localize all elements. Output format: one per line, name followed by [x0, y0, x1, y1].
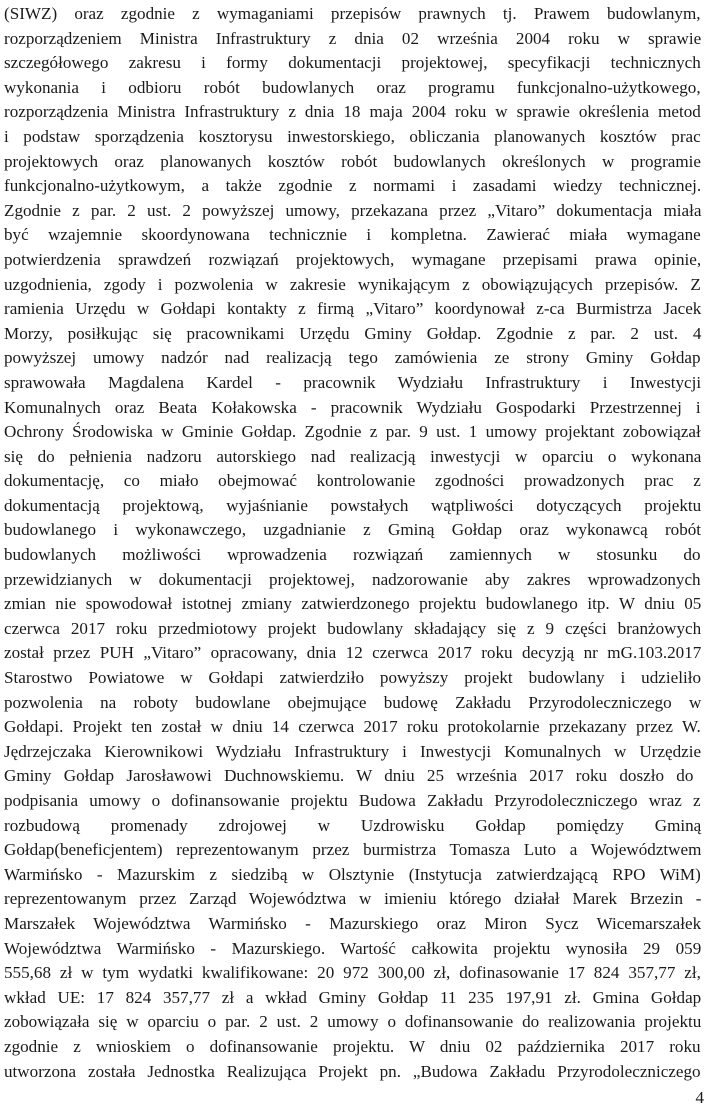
text-line: Jędrzejczaka Kierownikowi Wydziału Infrastruktury i Inwestycji Komunalnych w Urzędzie: [4, 741, 702, 761]
text-line: i podstaw sporządzenia kosztorysu inwestorskiego, obliczania planowanych kosztów prac: [4, 126, 701, 146]
text-line: wykonania i odbioru robót budowlanych oraz programu funkcjonalno-użytkowego,: [4, 77, 701, 97]
text-line: sprawowała Magdalena Kardel - pracownik Wydziału Infrastruktury i Inwestycji: [4, 372, 702, 392]
text-line: Starostwo Powiatowe w Gołdapi zatwierdziło powyższy projekt budowlany i udzieliło: [4, 668, 701, 688]
text-line: czerwca 2017 roku przedmiotowy projekt budowlany składający się z 9 części branżowych: [4, 618, 702, 638]
text-line: zgodnie z wnioskiem o dofinansowanie projektu. W dniu 02 października 2017 roku: [4, 1036, 701, 1056]
text-line: Województwa Warmińsko - Mazurskiego. Wartość całkowita projektu wynosiła 29 059: [4, 938, 702, 958]
text-line: Zgodnie z par. 2 ust. 2 powyższej umowy, przekazana przez „Vitaro” dokumentacja miała: [4, 200, 702, 220]
text-line: został przez PUH „Vitaro” opracowany, dnia 12 czerwca 2017 roku decyzją nr mG.103.2017: [4, 643, 702, 663]
text-line: uzgodnienia, zgody i pozwolenia w zakresie wynikającym z obowiązujących przepisów. Z: [4, 274, 701, 294]
text-line: Komunalnych oraz Beata Kołakowska - pracownik Wydziału Gospodarki Przestrzennej i: [4, 397, 701, 417]
text-line: wkład UE: 17 824 357,77 zł a wkład Gminy Gołdap 11 235 197,91 zł. Gmina Gołdap: [4, 987, 702, 1007]
text-line: przewidzianych w dokumentacji projektowej, nadzorowanie aby zakres wprowadzonych: [4, 569, 701, 589]
text-line: dokumentacją projektową, wyjaśnianie powstałych wątpliwości dotyczących projektu: [4, 495, 702, 515]
text-line: rozporządzenia Ministra Infrastruktury z dnia 18 maja 2004 roku w sprawie określenia metod: [4, 102, 701, 122]
text-line: utworzona została Jednostka Realizująca Projekt pn. „Budowa Zakładu Przyrodoleczniczego: [4, 1061, 701, 1081]
text-line: budowlanego i wykonawczego, uzgadnianie z Gminą Gołdap oraz wykonawcą robót: [4, 520, 702, 540]
text-line: zmian nie spowodował istotnej zmiany zatwierdzonego projektu budowlanego itp. W dniu 05: [4, 594, 702, 614]
text-line: Morzy, posiłkując się pracownikami Urzędu Gminy Gołdap. Zgodnie z par. 2 ust. 4: [4, 323, 702, 343]
text-line: potwierdzenia sprawdzeń rozwiązań projektowych, wymagane przepisami prawa opinie,: [4, 249, 702, 269]
body-text: [4, 2, 701, 1084]
text-line: Gołdap(beneficjentem) reprezentowanym przez burmistrza Tomasza Luto a Województwem: [4, 840, 702, 860]
text-line: zobowiązała się w oparciu o par. 2 ust. 2 umowy o dofinansowanie do realizowania projektu: [4, 1012, 702, 1032]
text-line: być wzajemnie skoordynowana technicznie i kompletna. Zawierać miała wymagane: [4, 225, 701, 245]
text-line: szczegółowego zakresu i formy dokumentacji projektowej, specyfikacji technicznych: [4, 53, 701, 73]
text-line: podpisania umowy o dofinansowanie projektu Budowa Zakładu Przyrodoleczniczego wraz z: [4, 791, 701, 810]
text-line: się do pełnienia nadzoru autorskiego nad realizacją inwestycji w oparciu o wykonana: [4, 446, 702, 466]
text-line: rozbudową promenady zdrojowej w Uzdrowisku Gołdap pomiędzy Gminą: [4, 815, 702, 835]
text-line: Gołdapi. Projekt ten został w dniu 14 czerwca 2017 roku protokolarnie przekazany przez W.: [4, 717, 701, 737]
text-line: projektowych oraz planowanych kosztów robót budowlanych określonych w programie: [4, 151, 702, 171]
text-line: 555,68 zł w tym wydatki kwalifikowane: 20 972 300,00 zł, dofinasowanie 17 824 357,77 zł,: [4, 963, 701, 983]
text-line: funkcjonalno-użytkowym, a także zgodnie z normami i zasadami wiedzy technicznej.: [4, 176, 702, 196]
page-number: 4: [695, 1088, 704, 1107]
text-line: reprezentowanym przez Zarząd Województwa w imieniu którego działał Marek Brzezin -: [4, 889, 702, 909]
text-line: Marszałek Województwa Warmińsko - Mazurskiego oraz Miron Sycz Wicemarszałek: [4, 913, 702, 933]
text-line: Ochrony Środowiska w Gminie Gołdap. Zgodnie z par. 9 ust. 1 umowy projektant zobowiązał: [4, 422, 701, 442]
text-line: budowlanych możliwości wprowadzenia rozwiązań zamiennych w stosunku do: [4, 545, 701, 565]
text-line: ramienia Urzędu w Gołdapi kontakty z firmą „Vitaro” koordynował z-ca Burmistrza Jacek: [4, 299, 702, 319]
text-line: pozwolenia na roboty budowlane obejmujące budowę Zakładu Przyrodoleczniczego w: [4, 692, 702, 712]
text-line: dokumentację, co miało obejmować kontrolowanie zgodności prowadzonych prac z: [4, 471, 701, 491]
text-line: Gminy Gołdap Jarosławowi Duchnowskiemu. W dniu 25 września 2017 roku doszło do: [4, 766, 694, 786]
text-line: Warmińsko - Mazurskim z siedzibą w Olsztynie (Instytucja zatwierdzającą RPO WiM): [4, 864, 701, 884]
text-line: rozporządzeniem Ministra Infrastruktury z dnia 02 września 2004 roku w sprawie: [4, 28, 702, 48]
text-line: powyższej umowy nadzór nad realizacją tego zamówienia ze strony Gminy Gołdap: [4, 348, 701, 368]
text-line: (SIWZ) oraz zgodnie z wymaganiami przepisów prawnych tj. Prawem budowlanym,: [4, 4, 701, 23]
